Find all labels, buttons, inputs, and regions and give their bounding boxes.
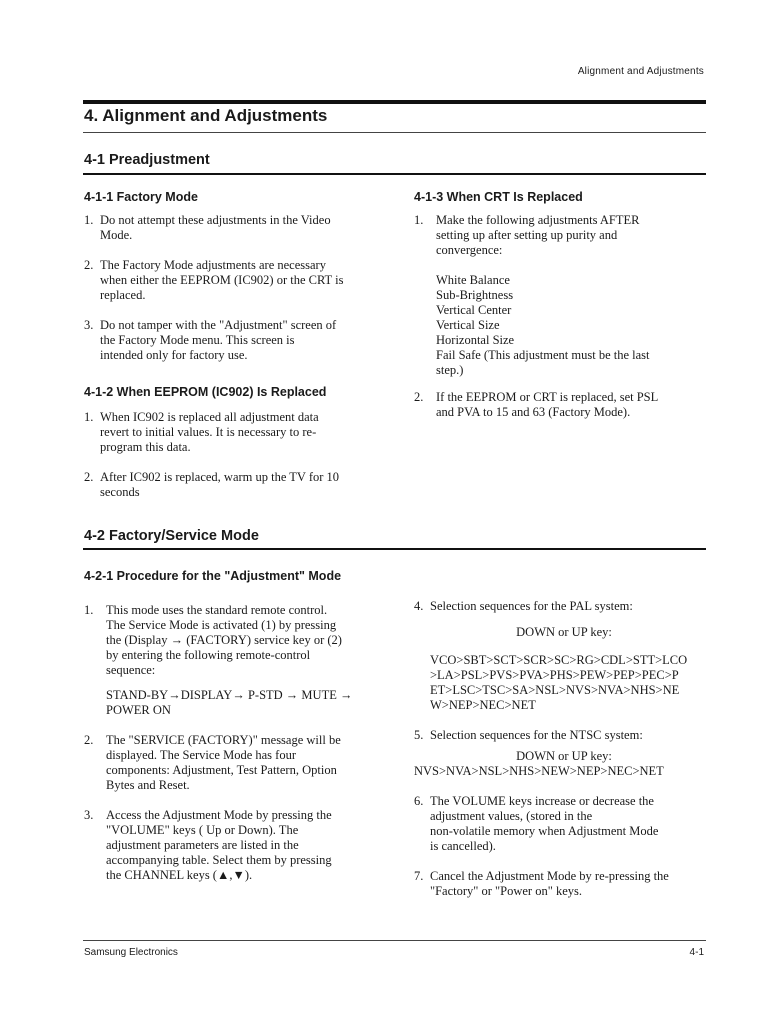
adjustment-name: Horizontal Size bbox=[436, 333, 515, 347]
list-item: 4. Selection sequences for the PAL system: bbox=[414, 599, 633, 613]
adjustment-procedure-list bbox=[84, 603, 384, 898]
chapter-title: 4. Alignment and Adjustments bbox=[84, 106, 328, 125]
list-item: 3. Access the Adjustment Mode by pressing the "VOLUME" keys ( Up or Down). The adjustment parameters are listed in the accompanying table. Select them by pressing the CHANNEL keys (▲,▼). bbox=[84, 808, 332, 882]
adjustment-name: Vertical Size bbox=[436, 318, 500, 332]
subsection-title-4-2-1: 4-2-1 Procedure for the "Adjustment" Mode bbox=[84, 569, 342, 583]
adjustment-name: Vertical Center bbox=[436, 303, 512, 317]
remote-sequence: POWER ON bbox=[106, 703, 171, 717]
ntsc-key-label: DOWN or UP key: bbox=[516, 749, 612, 763]
adjustment-name: step.) bbox=[436, 363, 464, 377]
list-item: 6. The VOLUME keys increase or decrease the adjustment values, (stored in the non-volatile memory when Adjustment Mode is cancelled). bbox=[414, 794, 659, 853]
pal-sequence: VCO>SBT>SCT>SCR>SC>RG>CDL>STT>LCO >LA>PSL>PVS>PVA>PHS>PEW>PEP>PEC>P ET>LSC>TSC>SA>NSL>NVS>NVA>NHS>NE W>NEP>NEC>NET bbox=[430, 653, 688, 712]
adjustment-name: Sub-Brightness bbox=[436, 288, 514, 302]
subsection-title-4-1-1: 4-1-1 Factory Mode bbox=[84, 190, 198, 204]
list-item: 1. When IC902 is replaced all adjustment data revert to initial values. It is necessary to re- program this data. bbox=[84, 410, 319, 454]
ntsc-sequence: NVS>NVA>NSL>NHS>NEW>NEP>NEC>NET bbox=[414, 764, 664, 778]
list-item: 2. After IC902 is replaced, warm up the TV for 10 seconds bbox=[84, 470, 340, 499]
list-item: 5. Selection sequences for the NTSC system: bbox=[414, 728, 643, 742]
footer-rule bbox=[83, 940, 706, 941]
section-title-4-2: 4-2 Factory/Service Mode bbox=[84, 528, 259, 544]
list-item: 2. The Factory Mode adjustments are necessary when either the EEPROM (IC902) or the CRT is replaced. bbox=[84, 258, 344, 302]
adjustment-name: Fail Safe (This adjustment must be the last bbox=[436, 348, 650, 362]
list-item: 7. Cancel the Adjustment Mode by re-pressing the "Factory" or "Power on" keys. bbox=[414, 869, 669, 898]
list-item: 1. Make the following adjustments AFTER setting up after setting up purity and convergence: White Balance Sub-Brightness Vertical Center Vertical Size Horizontal Size Fail Safe (This adjustment must be the last step.) bbox=[414, 213, 714, 378]
list-item: 1. This mode uses the standard remote control. The Service Mode is activated (1) by pressing the (Display → (FACTORY) service key or (2) by entering the following remote-control sequence: STAND-BY→DISPLAY→ P-STD → MUTE → POWER ON bbox=[84, 603, 384, 718]
list-item: 2. If the EEPROM or CRT is replaced, set PSL and PVA to 15 and 63 (Factory Mode). bbox=[414, 390, 659, 419]
section-rule-4-1 bbox=[83, 173, 706, 175]
adjustment-name: White Balance bbox=[436, 273, 510, 287]
pal-key-label: DOWN or UP key: bbox=[516, 625, 612, 639]
section-title-4-1: 4-1 Preadjustment bbox=[84, 152, 210, 168]
remote-sequence: STAND-BY→DISPLAY→ P-STD → MUTE → bbox=[106, 688, 353, 702]
chapter-rule bbox=[83, 100, 706, 104]
page-number: 4-1 bbox=[689, 947, 704, 958]
subsection-title-4-1-3: 4-1-3 When CRT Is Replaced bbox=[414, 190, 583, 204]
list-item: 3. Do not tamper with the "Adjustment" screen of the Factory Mode menu. This screen is intended only for factory use. bbox=[84, 318, 337, 362]
factory-mode-list bbox=[84, 213, 384, 378]
list-item: 1. Do not attempt these adjustments in the Video Mode. bbox=[84, 213, 331, 242]
chapter-underline bbox=[83, 132, 706, 133]
subsection-title-4-1-2: 4-1-2 When EEPROM (IC902) Is Replaced bbox=[84, 385, 327, 399]
list-item: 2. The "SERVICE (FACTORY)" message will be displayed. The Service Mode has four components: Adjustment, Test Pattern, Option Bytes and Reset. bbox=[84, 733, 341, 792]
running-head: Alignment and Adjustments bbox=[577, 66, 704, 77]
footer-publisher: Samsung Electronics bbox=[84, 947, 178, 958]
section-rule-4-2 bbox=[83, 548, 706, 550]
selection-sequence-list bbox=[414, 599, 714, 914]
crt-list bbox=[414, 213, 714, 435]
eeprom-list bbox=[84, 410, 384, 515]
